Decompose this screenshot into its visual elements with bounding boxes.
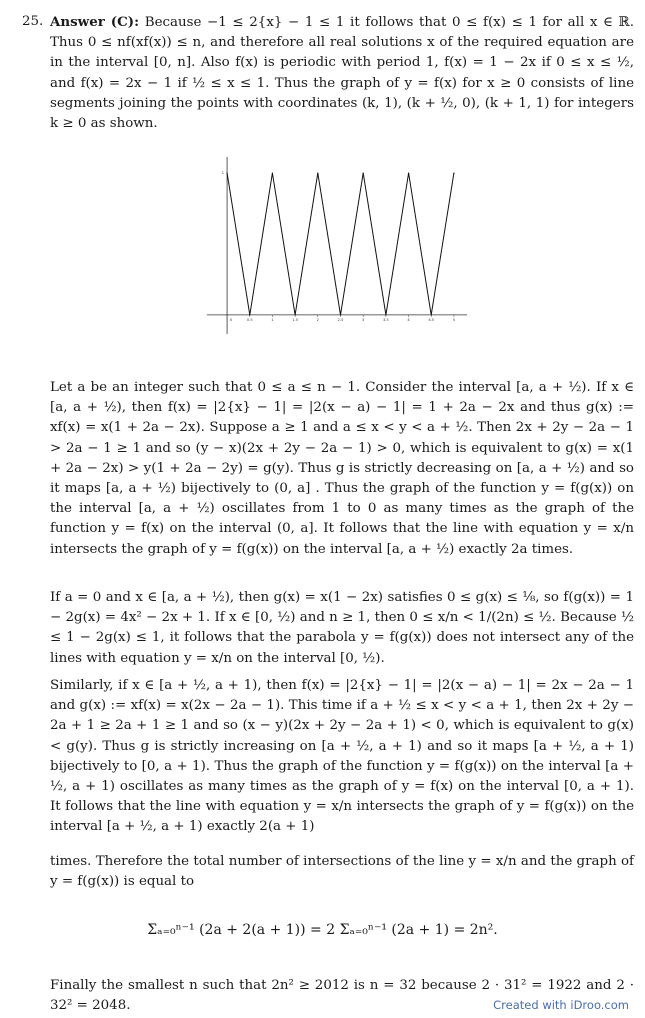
x-tick-label: 4.5 <box>428 317 435 322</box>
paragraph-4: times. Therefore the total number of intersections of the line y = x/n and the graph of y = f(g(x)) is equal to <box>50 854 634 890</box>
x-tick-label: 4 <box>407 317 410 322</box>
x-tick-label: 0.5 <box>246 317 253 322</box>
summation-formula: Σₐ₌₀ⁿ⁻¹ (2a + 2(a + 1)) = 2 Σₐ₌₀ⁿ⁻¹ (2a + 1) = 2n². <box>147 922 498 938</box>
data-point <box>408 172 409 173</box>
paragraph-2: If a = 0 and x ∈ [a, a + ½), then g(x) = x(1 − 2x) satisfies 0 ≤ g(x) ≤ ⅛, so f(g(x)) = 1 − 2g(x) = 4x² − 2x + 1. If x ∈ [0, ½) and n ≥ 1, then 0 ≤ x/n < 1/(2n) ≤ ½. Because ½ ≤ 1 − 2g(x) ≤ 1, it follows that the parabola y = f(g(x)) does not intersect any of the lines with equation y = x/n on the interval [0, ½). <box>50 590 634 666</box>
x-tick-label: 3 <box>362 317 365 322</box>
paragraph-5: Finally the smallest n such that 2n² ≥ 2012 is n = 32 because 2 · 31² = 1922 and 2 · 32² = 2048. <box>50 978 634 1014</box>
x-tick-label: 1.5 <box>292 317 298 322</box>
x-tick-label: 3.5 <box>383 317 389 322</box>
paragraph-3: Similarly, if x ∈ [a + ½, a + 1), then f(x) = |2{x} − 1| = |2(x − a) − 1| = 2x − 2a − 1 and g(x) := xf(x) = x(2x − 2a − 1). This time if a + ½ ≤ x < y < a + 1, then 2x + 2y − 2a + 1 ≥ 2a + 1 ≥ 1 and so (x − y)(2x + 2y − 2a + 1) < 0, which is equivalent to g(x) < g(y). Thus g is strictly increasing on [a + ½, a + 1) and so it maps [a + ½, a + 1) bijectively to [0, a + 1). Thus the graph of the function y = f(g(x)) on the interval [a + ½, a + 1) oscillates as many times as the graph of y = f(x) on the interval [0, a + 1). It follows that the line with equation y = x/n intersects the graph of y = f(g(x)) on the interval [a + ½, a + 1) exactly 2(a + 1) <box>50 678 634 835</box>
data-point <box>385 314 386 315</box>
sawtooth-series-line <box>227 173 454 315</box>
x-tick-label: 1 <box>271 317 274 322</box>
paragraph-1: Let a be an integer such that 0 ≤ a ≤ n − 1. Consider the interval [a, a + ½). If x ∈ [a, a + ½), then f(x) = |2{x} − 1| = |2(x − a) − 1| = 1 + 2a − 2x and thus g(x) := xf(x) = x(1 + 2a − 2x). Suppose a ≥ 1 and a ≤ x < y < a + ½. Then 2x + 2y − 2a − 1 > 2a − 1 ≥ 1 and so (y − x)(2x + 2y − 2a − 1) > 0, which is equivalent to g(x) = x(1 + 2a − 2x) > y(1 + 2a − 2y) = g(y). Thus g is strictly decreasing on [a, a + ½) and so it maps [a, a + ½) bijectively to (0, a] . Thus the graph of the function y = f(g(x)) on the interval [a, a + ½) oscillates from 1 to 0 as many times as the graph of the function y = f(x) on the interval (0, a]. It follows that the line with equation y = x/n intersects the graph of y = f(g(x)) on the interval [a, a + ½) exactly 2a times. <box>50 380 634 557</box>
data-point <box>340 314 341 315</box>
data-point <box>295 314 296 315</box>
intro-paragraph <box>50 12 634 134</box>
data-point <box>272 172 273 173</box>
intro-text: Because −1 ≤ 2{x} − 1 ≤ 1 it follows that 0 ≤ f(x) ≤ 1 for all x ∈ ℝ. Thus 0 ≤ nf(xf(x)) ≤ n, and therefore all real solutions x of the required equation are in the interval [0, n]. Also f(x) is periodic with period 1, f(x) = 1 − 2x if 0 ≤ x ≤ ½, and f(x) = 2x − 1 if ½ ≤ x ≤ 1. Thus the graph of y = f(x) for x ≥ 0 consists of line segments joining the points with coordinates (k, 1), (k + ½, 0), (k + 1, 1) for integers k ≥ 0 as shown. <box>50 15 634 132</box>
y-tick-label: 1 <box>221 171 225 176</box>
data-point <box>431 314 432 315</box>
problem-number: 25. <box>22 14 44 29</box>
data-point <box>453 172 454 173</box>
x-tick-label: 2.5 <box>337 317 344 322</box>
x-tick-label: 2 <box>316 317 319 322</box>
data-point <box>249 314 250 315</box>
watermark-credit: Created with iDroo.com <box>493 998 629 1012</box>
data-point <box>317 172 318 173</box>
data-point <box>226 172 227 173</box>
data-point <box>363 172 364 173</box>
x-tick-label: 0 <box>229 317 233 322</box>
sawtooth-chart <box>205 152 475 338</box>
answer-label: Answer (C): <box>50 14 140 30</box>
sawtooth-chart-svg <box>205 152 475 338</box>
x-tick-label: 5 <box>452 317 456 322</box>
